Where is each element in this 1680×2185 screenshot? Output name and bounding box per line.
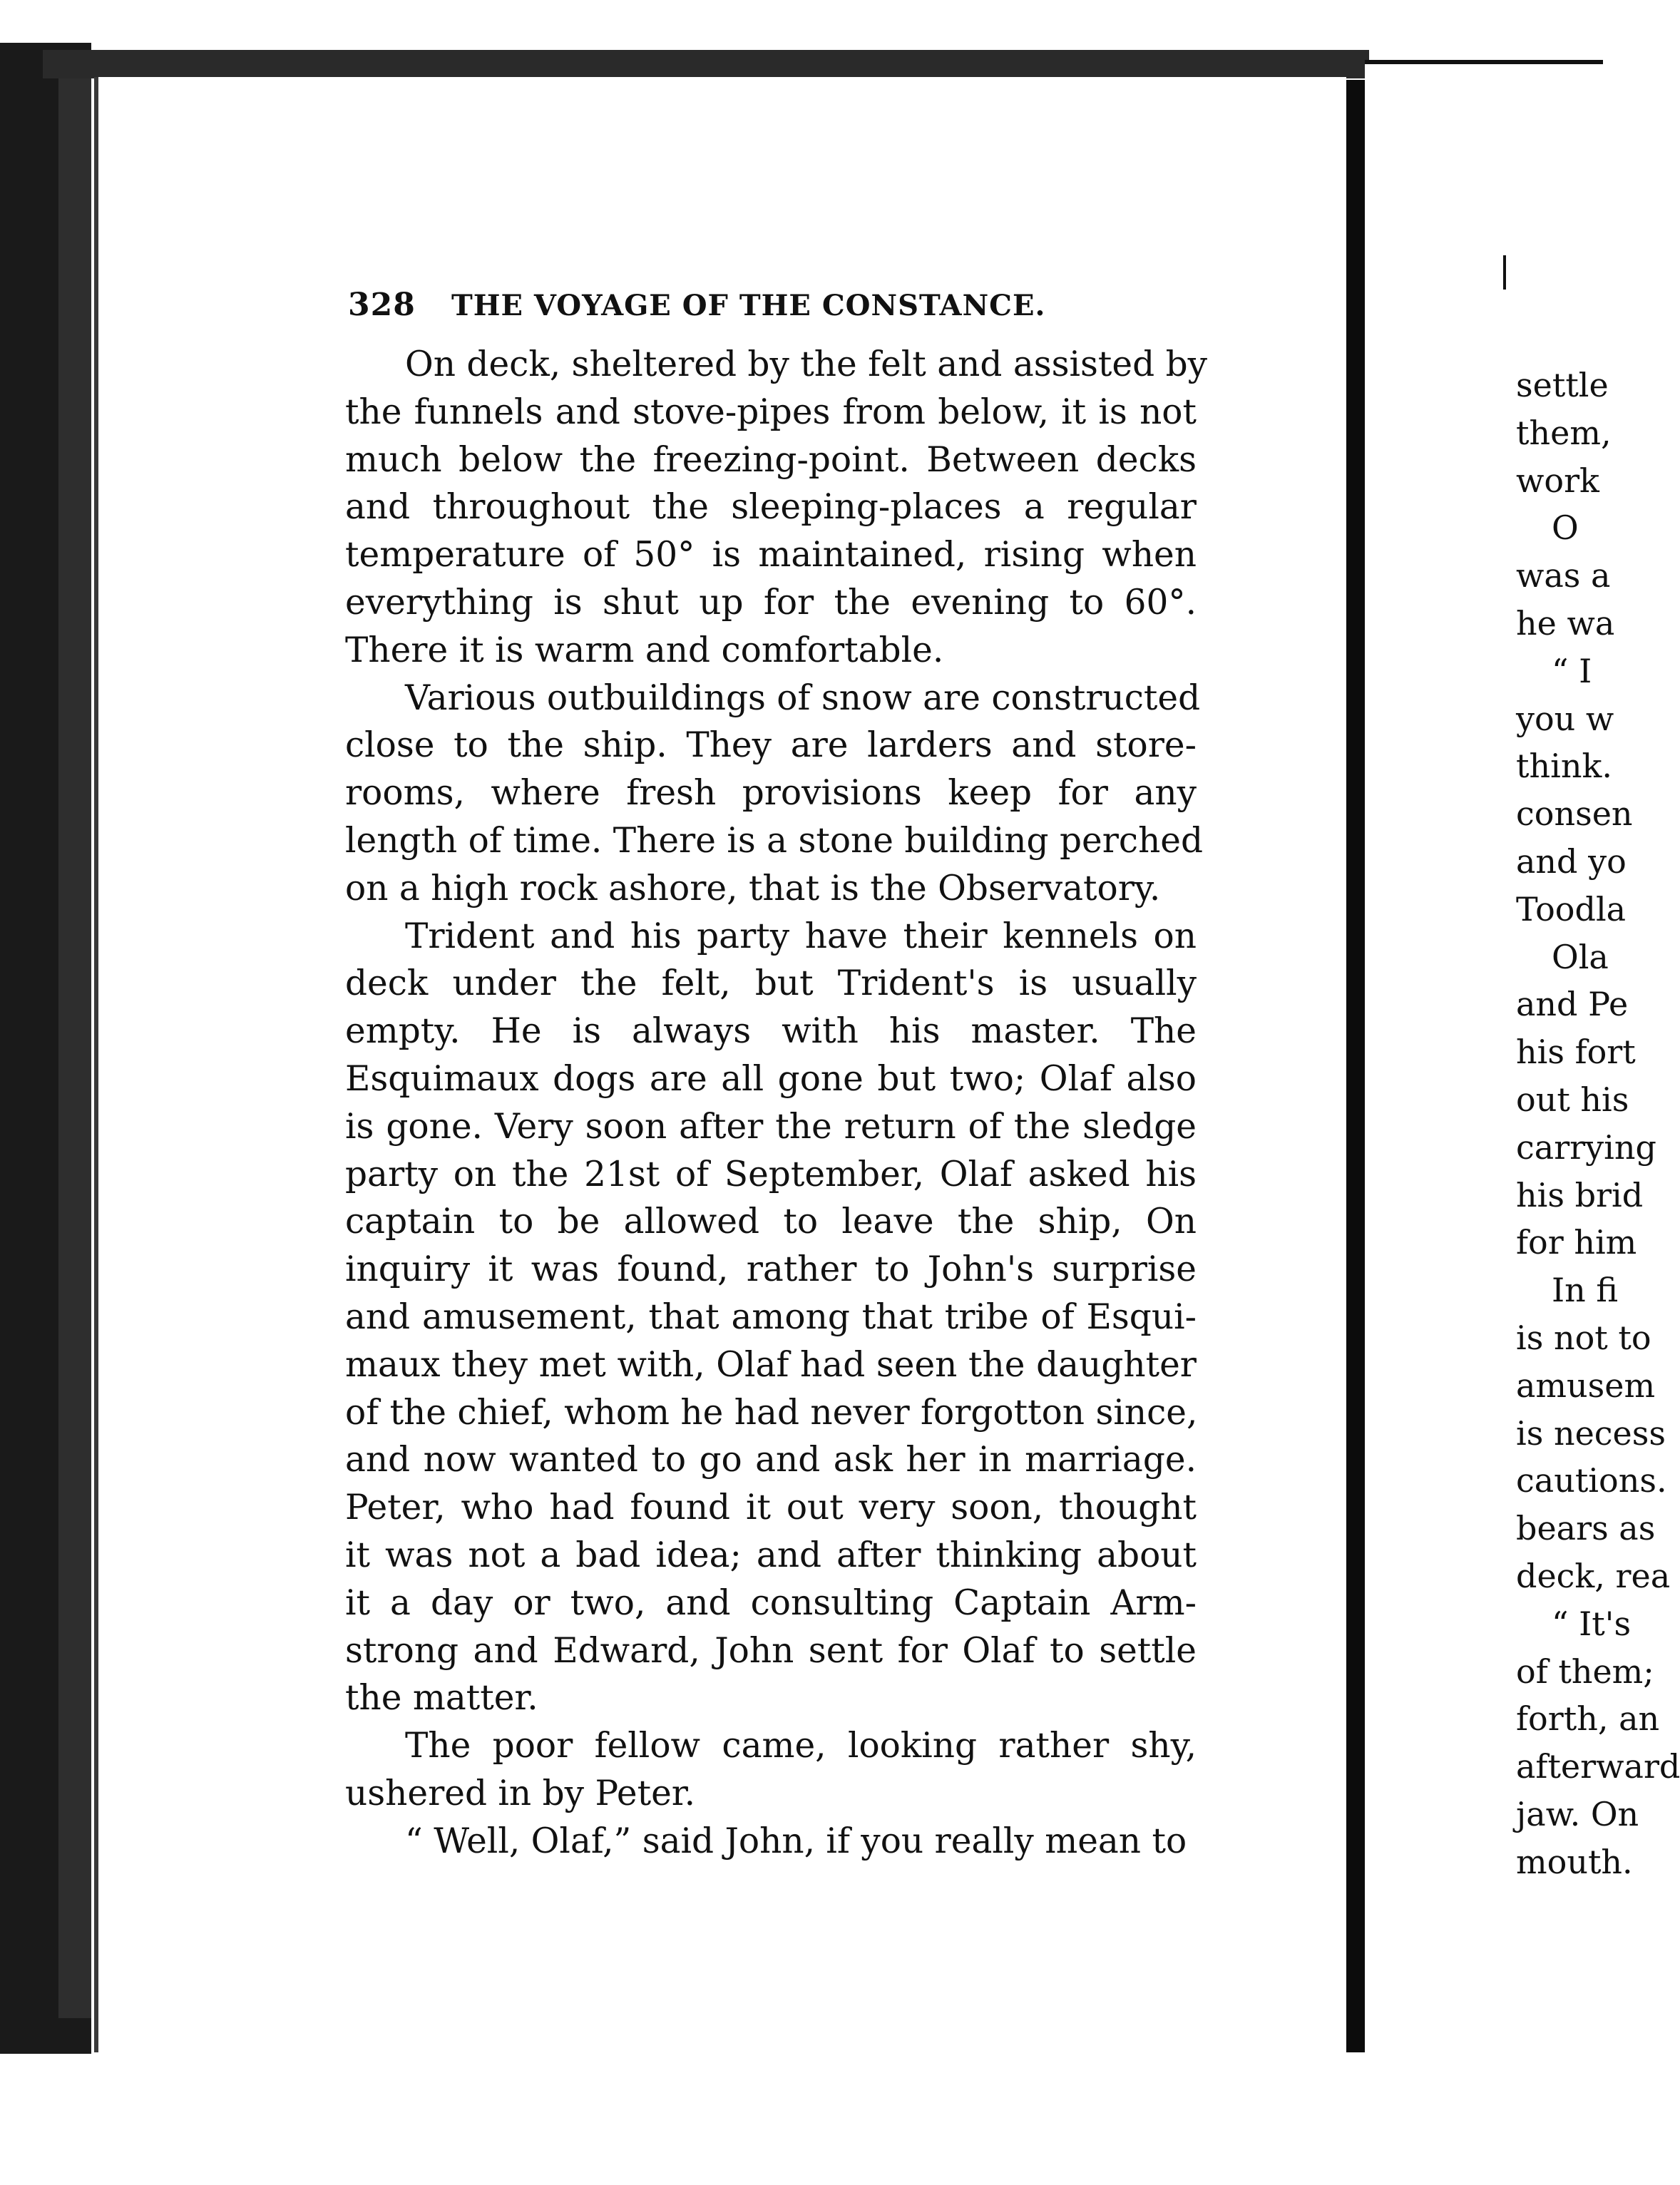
text-line: “ Well, Olaf,” said John, if you really mean to [405,1821,1187,1861]
text-line: of the chief, whom he had never forgotton since, [345,1392,1198,1433]
text-line: Esquimaux dogs are all gone but two; Olaf also [345,1059,1197,1099]
text-line: and throughout the sleeping-places a regular [345,487,1197,528]
running-header [348,287,1147,329]
book-gutter [1346,80,1365,2052]
text-line: the matter. [345,1678,538,1719]
partial-text-line: his brid [1516,1175,1644,1214]
text-line: it was not a bad idea; and after thinking about [345,1535,1197,1575]
text-line: empty. He is always with his master. The [345,1011,1197,1052]
text-line: deck under the felt, but Trident's is usually [345,963,1197,1004]
top-edge-shadow [43,50,1369,78]
text-line: it a day or two, and consulting Captain Arm- [345,1582,1197,1623]
partial-text-line: for him [1516,1223,1637,1262]
book-cover-edge [58,64,91,2018]
text-line: inquiry it was found, rather to John's surprise [345,1249,1197,1290]
text-line: On deck, sheltered by the felt and assisted by [405,344,1208,384]
text-line: on a high rock ashore, that is the Observatory. [345,868,1161,909]
partial-text-line: work [1516,461,1599,500]
partial-text-line: is not to [1516,1319,1651,1357]
right-page-mark [1503,255,1506,290]
partial-text-line: carrying [1516,1127,1656,1167]
text-line: maux they met with, Olaf had seen the daughter [345,1344,1197,1385]
partial-text-line: and Pe [1516,985,1629,1024]
partial-text-line: and yo [1516,842,1627,881]
partial-text-line: bears as [1516,1509,1656,1548]
text-line: strong and Edward, John sent for Olaf to settle [345,1630,1197,1671]
text-line: temperature of 50° is maintained, rising when [345,535,1197,575]
partial-text-line: out his [1516,1080,1629,1119]
partial-text-line: of them; [1516,1652,1654,1691]
text-line: and amusement, that among that tribe of Esqui- [345,1297,1197,1337]
text-line: length of time. There is a stone building perched [345,821,1204,861]
text-line: There it is warm and comfortable. [345,630,944,670]
partial-text-line: “ I [1552,651,1592,690]
partial-text-line: deck, rea [1516,1557,1671,1595]
partial-text-line: “ It's [1552,1604,1632,1643]
text-line: Trident and his party have their kennels on [405,916,1197,956]
partial-text-line: jaw. On [1516,1795,1639,1833]
partial-text-line: his fort [1516,1033,1636,1072]
text-line: captain to be allowed to leave the ship, On [345,1202,1197,1242]
partial-text-line: amusem [1516,1366,1656,1405]
partial-text-line: he wa [1516,604,1615,643]
partial-text-line: mouth. [1516,1842,1633,1881]
text-line: Various outbuildings of snow are constructed [405,677,1201,718]
partial-text-line: settle [1516,366,1609,404]
partial-text-line: is necess [1516,1413,1666,1453]
partial-text-line: think. [1516,747,1612,786]
text-line: party on the 21st of September, Olaf asked his [345,1154,1197,1194]
partial-text-line: forth, an [1516,1699,1660,1739]
text-line: much below the freezing-point. Between decks [345,439,1197,480]
partial-text-line: afterward [1516,1747,1680,1786]
text-line: and now wanted to go and ask her in marriage. [345,1440,1197,1480]
partial-text-line: consen [1516,794,1633,834]
text-line: Peter, who had found it out very soon, thought [345,1488,1197,1528]
text-line: rooms, where fresh provisions keep for any [345,773,1197,814]
partial-text-line: was a [1516,556,1611,595]
partial-text-line: Toodla [1516,889,1627,928]
partial-text-line: Ola [1552,937,1609,976]
partial-text-line: In fi [1552,1271,1619,1310]
text-line: is gone. Very soon after the return of the sledge [345,1106,1197,1147]
text-line: the funnels and stove-pipes from below, it is not [345,392,1197,432]
partial-text-line: cautions. [1516,1461,1667,1500]
text-line: everything is shut up for the evening to 60°. [345,583,1197,623]
running-title: THE VOYAGE OF THE CONSTANCE. [451,289,1046,322]
partial-text-line: O [1552,508,1579,548]
partial-text-line: you w [1516,699,1614,738]
partial-text-line: them, [1516,413,1612,452]
text-line: close to the ship. They are larders and store- [345,725,1197,766]
text-line: The poor fellow came, looking rather shy, [405,1726,1197,1766]
text-line: ushered in by Peter. [345,1774,696,1813]
page-number: 328 [348,287,416,323]
